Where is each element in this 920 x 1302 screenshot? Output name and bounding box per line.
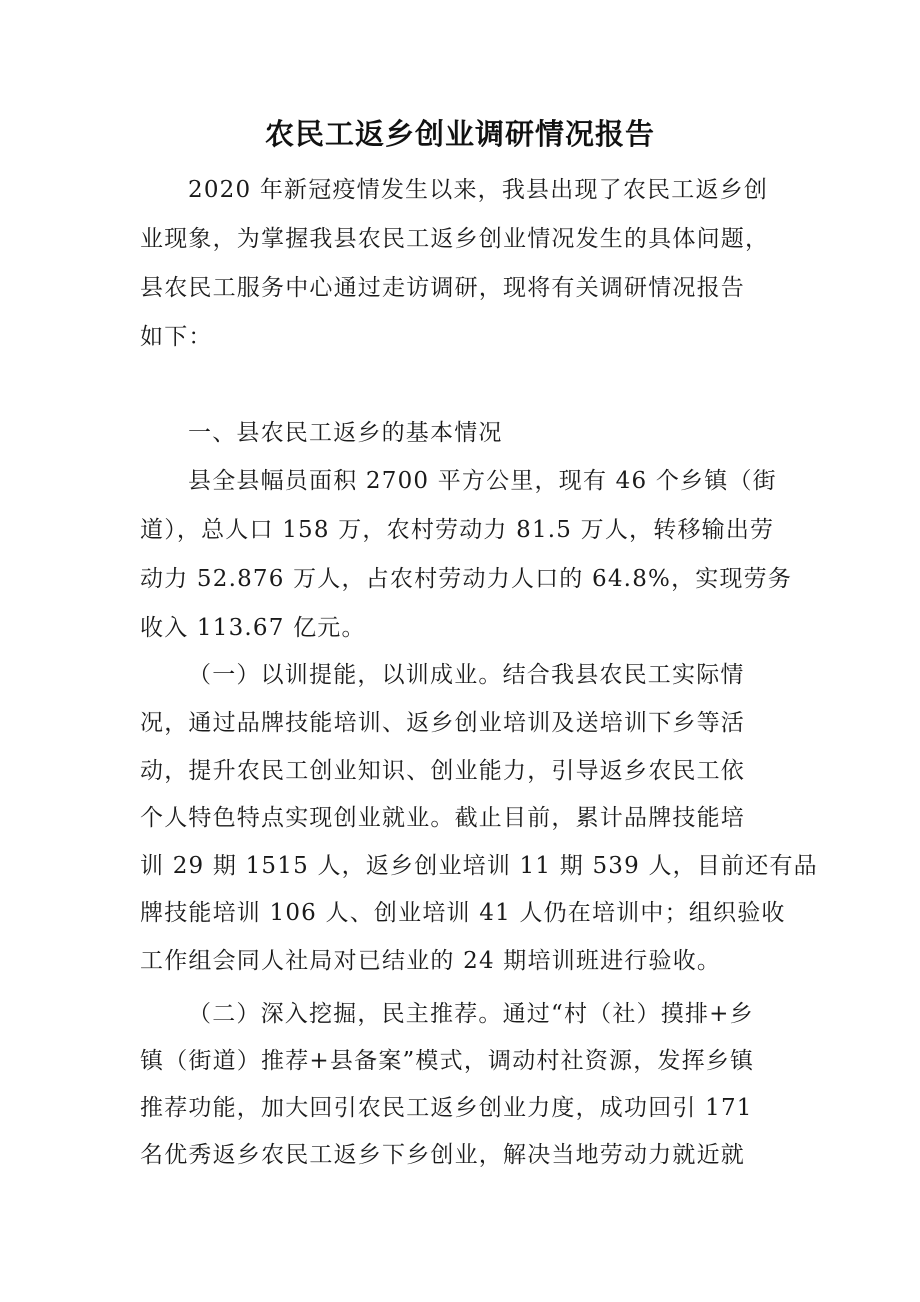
paragraph-line: 如下：	[140, 324, 213, 350]
paragraph-line: 况，通过品牌技能培训、返乡创业培训及送培训下乡等活	[140, 710, 745, 736]
paragraph-line: 工作组会同人社局对已结业的 24 期培训班进行验收。	[140, 948, 722, 974]
paragraph-line: （一）以训提能，以训成业。结合我县农民工实际情	[188, 662, 745, 688]
paragraph-line: 道），总人口 158 万，农村劳动力 81.5 万人，转移输出劳	[140, 517, 775, 543]
section-heading: 一、县农民工返乡的基本情况	[188, 420, 503, 446]
paragraph-line: 2020 年新冠疫情发生以来，我县出现了农民工返乡创	[188, 177, 769, 203]
paragraph-line: 个人特色特点实现创业就业。截止目前，累计品牌技能培	[140, 805, 745, 831]
paragraph-line: 收入 113.67 亿元。	[140, 615, 366, 641]
paragraph-line: 镇（街道）推荐+县备案”模式，调动村社资源，发挥乡镇	[140, 1048, 755, 1074]
paragraph-line: （二）深入挖掘，民主推荐。通过“村（社）摸排+乡	[188, 1001, 754, 1027]
paragraph-line: 业现象，为掌握我县农民工返乡创业情况发生的具体问题，	[140, 226, 770, 252]
paragraph-line: 县全县幅员面积 2700 平方公里，现有 46 个乡镇（街	[188, 468, 777, 494]
paragraph-line: 动，提升农民工创业知识、创业能力，引导返乡农民工依	[140, 758, 745, 784]
paragraph-line: 训 29 期 1515 人，返乡创业培训 11 期 539 人，目前还有品	[140, 853, 818, 879]
paragraph-line: 名优秀返乡农民工返乡下乡创业，解决当地劳动力就近就	[140, 1142, 745, 1168]
paragraph-line: 牌技能培训 106 人、创业培训 41 人仍在培训中；组织验收	[140, 900, 786, 926]
paragraph-line: 动力 52.876 万人，占农村劳动力人口的 64.8%，实现劳务	[140, 566, 793, 592]
paragraph-line: 推荐功能，加大回引农民工返乡创业力度，成功回引 171	[140, 1095, 753, 1121]
paragraph-line: 县农民工服务中心通过走访调研，现将有关调研情况报告	[140, 275, 745, 301]
document-title: 农民工返乡创业调研情况报告	[264, 117, 655, 151]
